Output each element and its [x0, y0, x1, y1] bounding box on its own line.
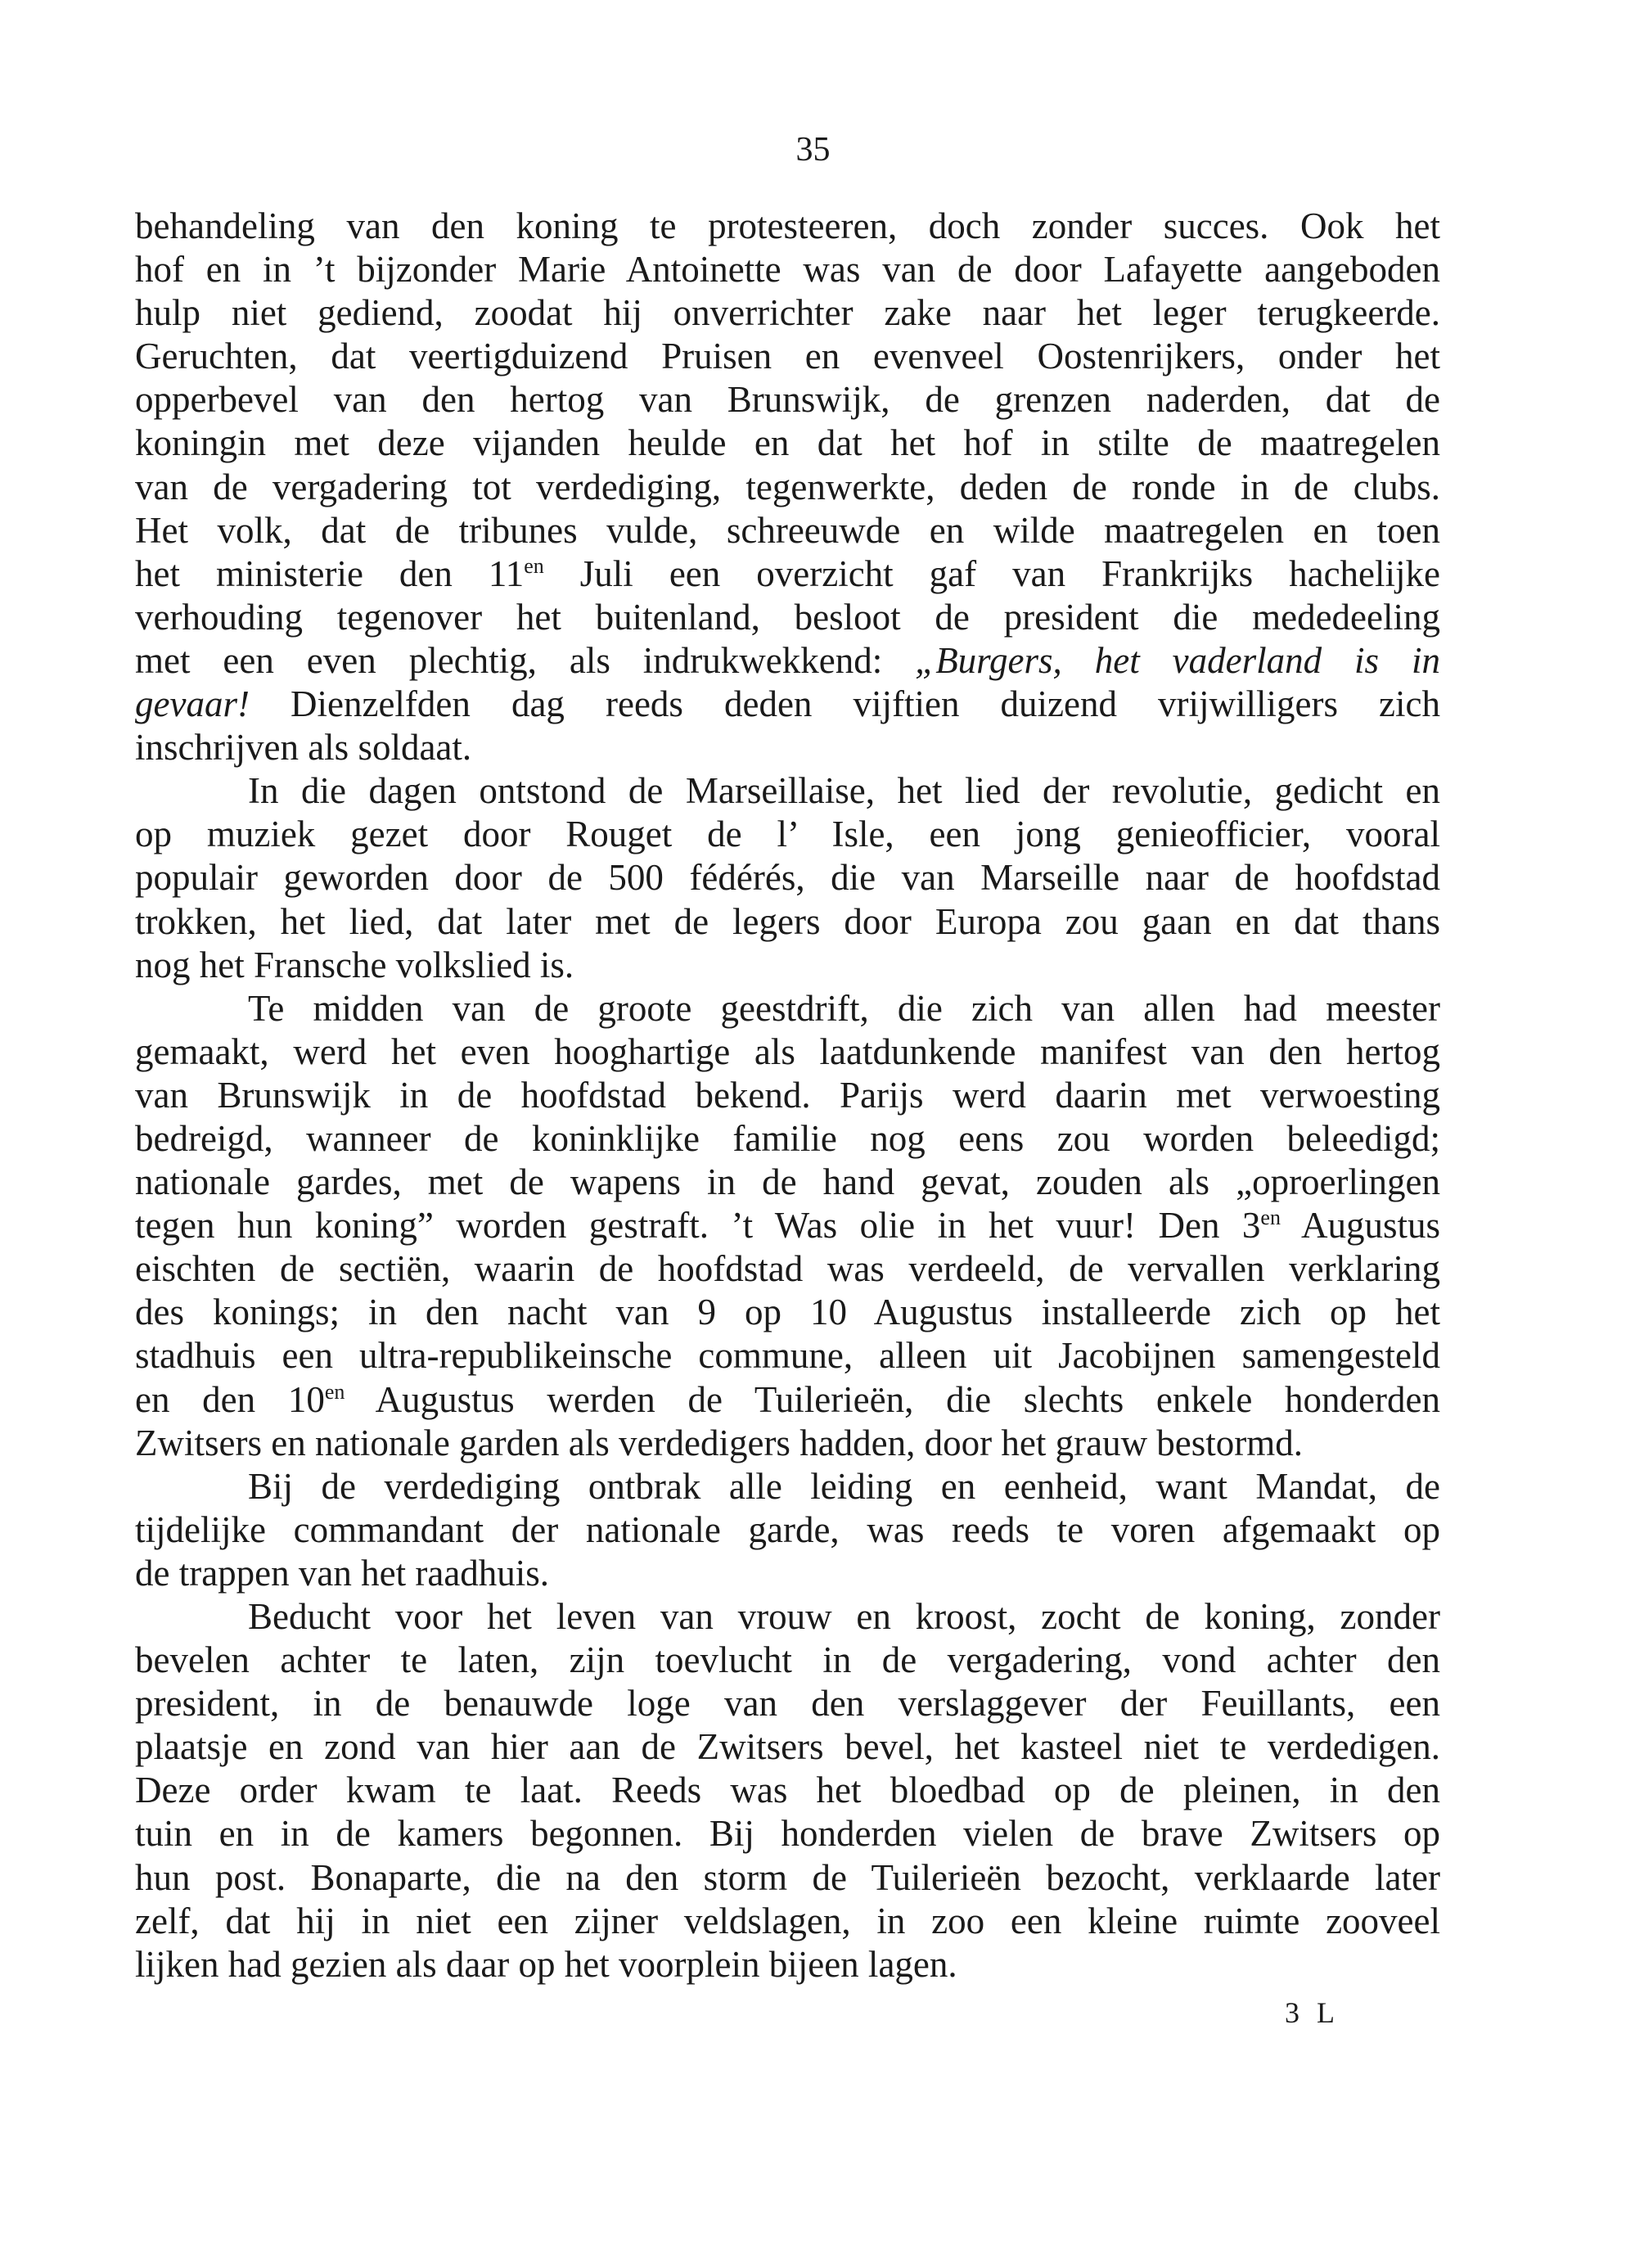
- text-run: eischten de sectiën, waarin de hoofdstad was verdeeld, de vervallen verklaring: [135, 1248, 1440, 1290]
- text-line: [135, 1682, 1440, 1725]
- text-run: In die dagen ontstond de Marseillaise, het lied der revolutie, gedicht en: [248, 770, 1440, 812]
- text-run: Te midden van de groote geestdrift, die zich van allen had meester: [248, 987, 1440, 1029]
- text-line: [135, 1030, 1440, 1074]
- text-run: opperbevel van den hertog van Brunswijk, de grenzen naderden, dat de: [135, 379, 1440, 421]
- text-line: [135, 1334, 1440, 1377]
- text-run: tuin en in de kamers begonnen. Bij honderden vielen de brave Zwitsers op: [135, 1813, 1440, 1855]
- text-line: [135, 1378, 1440, 1422]
- text-run: hun post. Bonaparte, die na den storm de Tuilerieën bezocht, verklaarde later: [135, 1856, 1440, 1898]
- text-run: hof en in ’t bijzonder Marie Antoinette was van de door Lafayette aangeboden: [135, 249, 1440, 291]
- text-line: [135, 639, 1440, 683]
- text-run: op muziek gezet door Rouget de l’ Isle, een jong genieofficier, vooral: [135, 814, 1440, 855]
- text-run: behandeling van den koning te protesteeren, doch zonder succes. Ook het: [135, 205, 1440, 246]
- text-run: Het volk, dat de tribunes vulde, schreeuwde en wilde maatregelen en toen: [135, 509, 1440, 551]
- text-run: van de vergadering tot verdediging, tegenwerkte, deden de ronde in de clubs.: [135, 466, 1440, 507]
- text-line: [135, 1856, 1440, 1900]
- text-line: [135, 1595, 1440, 1639]
- text-line: [135, 1900, 1440, 1943]
- text-line: [135, 944, 1440, 987]
- text-line: [135, 291, 1440, 335]
- text-run: Dienzelfden dag reeds deden vijftien duizend vrijwilligers zich: [249, 683, 1440, 725]
- text-run: bevelen achter te laten, zijn toevlucht in de vergadering, vond achter den: [135, 1639, 1440, 1681]
- text-line: [135, 1639, 1440, 1682]
- text-line: [135, 900, 1440, 944]
- text-line: [135, 683, 1440, 726]
- text-run: Augustus: [1280, 1205, 1440, 1247]
- text-line: [135, 813, 1440, 856]
- text-line: [135, 248, 1440, 291]
- text-line: [135, 726, 1440, 769]
- text-run: met een even plechtig, als indrukwekkend:: [135, 639, 916, 681]
- superscript: en: [324, 1379, 345, 1404]
- text-run: des konings; in den nacht van 9 op 10 Augustus installeerde zich op het: [135, 1292, 1440, 1333]
- text-run: Geruchten, dat veertigduizend Pruisen en evenveel Oostenrijkers, onder het: [135, 336, 1440, 377]
- text-run: gemaakt, werd het even hooghartige als laatdunkende manifest van den hertog: [135, 1030, 1440, 1072]
- text-run: tegen hun koning” worden gestraft. ’t Was olie in het vuur! Den 3: [135, 1205, 1261, 1247]
- page-number: 35: [795, 131, 831, 169]
- superscript: en: [1260, 1206, 1281, 1230]
- text-line: [135, 1943, 1440, 1986]
- text-line: [135, 1074, 1440, 1117]
- text-run: en den 10: [135, 1378, 325, 1420]
- text-line: [135, 1247, 1440, 1291]
- text-line: [135, 552, 1440, 596]
- text-run: president, in de benauwde loge van den verslaggever der Feuillants, een: [135, 1683, 1440, 1725]
- text-line: [135, 987, 1440, 1030]
- text-run: Zwitsers en nationale garden als verdedigers hadden, door het grauw bestormd.: [135, 1422, 1304, 1463]
- text-line: [135, 1508, 1440, 1552]
- italic-text: „Burgers, het vaderland is in: [915, 639, 1441, 681]
- text-line: [135, 1161, 1440, 1204]
- text-run: Deze order kwam te laat. Reeds was het bloedbad op de pleinen, in den: [135, 1770, 1440, 1811]
- text-line: [135, 596, 1440, 639]
- text-run: koningin met deze vijanden heulde en dat het hof in stilte de maatregelen: [135, 422, 1440, 464]
- text-run: populair geworden door de 500 fédérés, die van Marseille naar de hoofdstad: [135, 857, 1440, 899]
- text-run: Bij de verdediging ontbrak alle leiding en eenheid, want Mandat, de: [248, 1465, 1440, 1507]
- text-line: [135, 335, 1440, 378]
- text-run: bedreigd, wanneer de koninklijke familie nog eens zou worden beleedigd;: [135, 1117, 1440, 1159]
- text-line: [135, 509, 1440, 552]
- text-run: nationale gardes, met de wapens in de hand gevat, zouden als „oproerlingen: [135, 1161, 1440, 1203]
- text-run: Juli een overzicht gaf van Frankrijks hachelijke: [543, 552, 1440, 594]
- text-run: tijdelijke commandant der nationale garde, was reeds te voren afgemaakt op: [135, 1508, 1440, 1550]
- printer-signature-mark: 3 L: [1285, 1996, 1340, 2029]
- superscript: en: [524, 553, 544, 578]
- text-line: [135, 466, 1440, 509]
- text-run: trokken, het lied, dat later met de legers door Europa zou gaan en dat thans: [135, 900, 1440, 942]
- text-line: [135, 856, 1440, 900]
- text-run: de trappen van het raadhuis.: [135, 1552, 550, 1594]
- text-line: [135, 1291, 1440, 1334]
- text-line: [135, 1465, 1440, 1508]
- text-run: hulp niet gediend, zoodat hij onverrichter zake naar het leger terugkeerde.: [135, 292, 1440, 334]
- text-run: verhouding tegenover het buitenland, besloot de president die mededeeling: [135, 596, 1440, 638]
- text-run: zelf, dat hij in niet een zijner veldslagen, in zoo een kleine ruimte zooveel: [135, 1900, 1440, 1941]
- text-line: [135, 205, 1440, 248]
- text-run: nog het Fransche volkslied is.: [135, 944, 574, 985]
- text-run: lijken had gezien als daar op het voorplein bijeen lagen.: [135, 1943, 957, 1985]
- text-run: Augustus werden de Tuilerieën, die slechts enkele honderden: [345, 1378, 1440, 1420]
- italic-text: gevaar!: [135, 683, 250, 725]
- text-line: [135, 1552, 1440, 1595]
- text-run: van Brunswijk in de hoofdstad bekend. Parijs werd daarin met verwoesting: [135, 1074, 1440, 1116]
- text-line: [135, 378, 1440, 422]
- text-run: plaatsje en zond van hier aan de Zwitsers bevel, het kasteel niet te verdedigen.: [135, 1726, 1440, 1768]
- text-line: [135, 1117, 1440, 1161]
- text-line: [135, 1422, 1440, 1465]
- body-text: [135, 205, 1440, 1986]
- text-line: [135, 769, 1440, 813]
- text-line: [135, 422, 1440, 465]
- text-run: stadhuis een ultra-republikeinsche commune, alleen uit Jacobijnen samengesteld: [135, 1335, 1440, 1377]
- text-line: [135, 1725, 1440, 1769]
- text-run: inschrijven als soldaat.: [135, 727, 472, 769]
- text-run: het ministerie den 11: [135, 552, 525, 594]
- text-line: [135, 1812, 1440, 1855]
- text-line: [135, 1204, 1440, 1247]
- text-run: Beducht voor het leven van vrouw en kroost, zocht de koning, zonder: [248, 1596, 1440, 1637]
- text-line: [135, 1769, 1440, 1812]
